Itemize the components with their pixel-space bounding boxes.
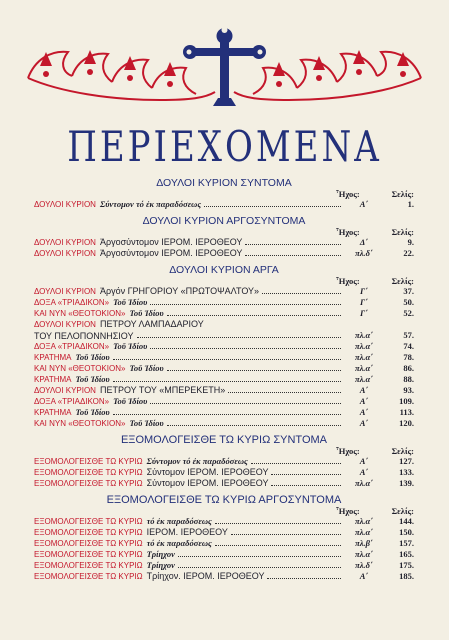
hymn-name: ΚΑΙ ΝΥΝ «ΘΕΟΤΟΚΙΟΝ» [34, 364, 126, 373]
page-number: 133. [399, 467, 414, 477]
column-headers [34, 277, 414, 286]
leader-dots [167, 315, 341, 316]
page-number: 157. [399, 538, 414, 548]
toc-row [34, 308, 414, 319]
toc-row [34, 385, 414, 396]
page-number: 185. [399, 571, 414, 581]
leader-dots [150, 348, 341, 349]
page-number: 22. [403, 248, 414, 258]
composer: Τοῦ Ἰδίου [113, 297, 148, 307]
composer: Τοῦ Ἰδίου [75, 374, 110, 384]
page-header: Σελίς: [391, 189, 414, 199]
hymn-name: ΕΞΟΜΟΛΟΓΕΙΣΘΕ ΤΩ ΚΥΡΙΩ [34, 561, 143, 570]
page-number: 120. [399, 418, 414, 428]
echos-value: Α΄ [359, 467, 369, 477]
echos-value: Α΄ [359, 571, 369, 581]
echos-value: πλ.α΄ [354, 478, 374, 488]
hymn-name: ΔΟΥΛΟΙ ΚΥΡΙΟΝ [34, 287, 96, 296]
page-title: ΠΕΡΙΕΧΟΜΕΝΑ [67, 122, 382, 172]
echos-value: πλ.δ΄ [355, 560, 373, 570]
toc-row [34, 237, 414, 248]
page-number: 93. [403, 385, 414, 395]
toc-row [34, 363, 414, 374]
composer: Σύντομον ΙΕΡΟΜ. ΙΕΡΟΘΕΟΥ [146, 478, 269, 488]
echos-value: Α΄ [359, 456, 369, 466]
echos-value: πλ.α΄ [354, 527, 374, 537]
composer: Σύντομον τό ἐκ παραδόσεως [146, 456, 248, 466]
echos-value: πλ.β΄ [355, 538, 373, 548]
page-header: Σελίς: [391, 446, 414, 456]
hymn-name: ΚΑΙ ΝΥΝ «ΘΕΟΤΟΚΙΟΝ» [34, 419, 126, 428]
page-number: 113. [399, 407, 414, 417]
toc-row [34, 352, 414, 363]
hymn-name: ΔΟΞΑ «ΤΡΙΑΔΙΚΟΝ» [34, 298, 110, 307]
composer: Ἀργοσύντομον ΙΕΡΟΜ. ΙΕΡΟΘΕΟΥ [99, 237, 243, 247]
composer: Τοῦ Ἰδίου [129, 308, 164, 318]
toc-row [34, 319, 414, 330]
toc-row-continued [34, 330, 414, 341]
page-number: 52. [403, 308, 414, 318]
composer: Ἀργοσύντομον ΙΕΡΟΜ. ΙΕΡΟΘΕΟΥ [99, 248, 243, 258]
composer-continued: ΤΟΥ ΠΕΛΟΠΟΝΝΗΣΙΟΥ [34, 331, 134, 341]
column-headers [34, 228, 414, 237]
page-header: Σελίς: [391, 276, 414, 286]
leader-dots [113, 359, 341, 360]
composer: Ἀργόν ΓΡΗΓΟΡΙΟΥ «ΠΡΩΤΟΨΑΛΤΟΥ» [99, 286, 260, 296]
echos-value: Α΄ [359, 418, 369, 428]
page-number: 109. [399, 396, 414, 406]
section-title: ΔΟΥΛΟΙ ΚΥΡΙΟΝ ΑΡΓΑ [169, 264, 279, 276]
echos-value: πλ.α΄ [354, 516, 374, 526]
byzantine-cross-crown-ornament [0, 0, 449, 120]
leader-dots [215, 523, 341, 524]
leader-dots [137, 337, 342, 338]
toc-row [34, 407, 414, 418]
toc-row [34, 297, 414, 308]
leader-dots [245, 255, 341, 256]
page-number: 78. [403, 352, 414, 362]
composer: ΙΕΡΟΜ. ΙΕΡΟΘΕΟΥ [146, 527, 228, 537]
table-of-contents [34, 177, 414, 582]
composer: Τρίηχον [146, 560, 175, 570]
composer: Τοῦ Ἰδίου [113, 341, 148, 351]
hymn-name: ΕΞΟΜΟΛΟΓΕΙΣΘΕ ΤΩ ΚΥΡΙΩ [34, 517, 143, 526]
leader-dots [215, 545, 341, 546]
hymn-name: ΔΟΥΛΟΙ ΚΥΡΙΟΝ [34, 386, 96, 395]
echos-value: πλ.α΄ [354, 352, 374, 362]
toc-row [34, 467, 414, 478]
page-number: 74. [403, 341, 414, 351]
toc-row [34, 478, 414, 489]
page-number: 50. [403, 297, 414, 307]
leader-dots [271, 474, 341, 475]
echos-value: πλ.α΄ [354, 330, 374, 340]
toc-row [34, 341, 414, 352]
leader-dots [262, 293, 341, 294]
leader-dots [271, 485, 341, 486]
toc-row [34, 527, 414, 538]
page-number: 88. [403, 374, 414, 384]
leader-dots [150, 403, 341, 404]
leader-dots [150, 304, 341, 305]
page-number: 37. [403, 286, 414, 296]
page-number: 165. [399, 549, 414, 559]
page-header: Σελίς: [391, 227, 414, 237]
page-number: 175. [399, 560, 414, 570]
echos-header: Ἦχος: [336, 446, 360, 456]
toc-row [34, 571, 414, 582]
section-title: ΔΟΥΛΟΙ ΚΥΡΙΟΝ ΣΥΝΤΟΜΑ [156, 177, 292, 189]
composer: τό ἐκ παραδόσεως [146, 516, 212, 526]
toc-row [34, 418, 414, 429]
hymn-name: ΕΞΟΜΟΛΟΓΕΙΣΘΕ ΤΩ ΚΥΡΙΩ [34, 550, 143, 559]
toc-row [34, 538, 414, 549]
composer: Τρίηχον. ΙΕΡΟΜ. ΙΕΡΟΘΕΟΥ [146, 571, 265, 581]
column-headers [34, 447, 414, 456]
page-number: 9. [407, 237, 414, 247]
section-title: ΕΞΟΜΟΛΟΓΕΙΣΘΕ ΤΩ ΚΥΡΙΩ ΣΥΝΤΟΜΑ [120, 434, 328, 446]
section-title: ΔΟΥΛΟΙ ΚΥΡΙΟΝ ΑΡΓΟΣΥΝΤΟΜΑ [142, 215, 306, 227]
leader-dots [204, 206, 341, 207]
section-title: ΕΞΟΜΟΛΟΓΕΙΣΘΕ ΤΩ ΚΥΡΙΩ ΑΡΓΟΣΥΝΤΟΜΑ [106, 494, 342, 506]
composer: ΠΕΤΡΟΥ ΤΟΥ «ΜΠΕΡΕΚΕΤΗ» [99, 385, 226, 395]
toc-row [34, 560, 414, 571]
hymn-name: ΕΞΟΜΟΛΟΓΕΙΣΘΕ ΤΩ ΚΥΡΙΩ [34, 468, 143, 477]
hymn-name: ΕΞΟΜΟΛΟΓΕΙΣΘΕ ΤΩ ΚΥΡΙΩ [34, 572, 143, 581]
echos-value: Α΄ [359, 199, 369, 209]
column-headers [34, 190, 414, 199]
hymn-name: ΚΑΙ ΝΥΝ «ΘΕΟΤΟΚΙΟΝ» [34, 309, 126, 318]
echos-header: Ἦχος: [336, 227, 360, 237]
echos-value: Α΄ [359, 385, 369, 395]
hymn-name: ΔΟΞΑ «ΤΡΙΑΔΙΚΟΝ» [34, 397, 110, 406]
echos-value: Α΄ [359, 396, 369, 406]
echos-value: πλ.α΄ [354, 341, 374, 351]
echos-header: Ἦχος: [336, 189, 360, 199]
leader-dots [245, 244, 341, 245]
toc-row [34, 516, 414, 527]
toc-row [34, 396, 414, 407]
column-headers [34, 507, 414, 516]
hymn-name: ΚΡΑΤΗΜΑ [34, 375, 72, 384]
toc-row [34, 374, 414, 385]
page-number: 139. [399, 478, 414, 488]
composer: Τρίηχον [146, 549, 175, 559]
hymn-name: ΔΟΥΛΟΙ ΚΥΡΙΟΝ [34, 238, 96, 247]
leader-dots [178, 556, 341, 557]
hymn-name: ΕΞΟΜΟΛΟΓΕΙΣΘΕ ΤΩ ΚΥΡΙΩ [34, 528, 143, 537]
hymn-name: ΔΟΞΑ «ΤΡΙΑΔΙΚΟΝ» [34, 342, 110, 351]
echos-value: πλ.α΄ [354, 363, 374, 373]
leader-dots [267, 578, 341, 579]
echos-value: πλ.δ΄ [355, 248, 373, 258]
toc-row [34, 248, 414, 259]
echos-value: Γ΄ [360, 308, 368, 318]
leader-dots [113, 414, 341, 415]
echos-value: πλ.α΄ [354, 374, 374, 384]
composer: Τοῦ Ἰδίου [75, 352, 110, 362]
leader-dots [167, 370, 341, 371]
echos-value: Δ΄ [359, 237, 369, 247]
composer: Τοῦ Ἰδίου [129, 418, 164, 428]
page-number: 86. [403, 363, 414, 373]
hymn-name: ΚΡΑΤΗΜΑ [34, 408, 72, 417]
echos-value: Γ΄ [360, 286, 368, 296]
composer: Σύντομον τό ἐκ παραδόσεως [99, 199, 202, 209]
hymn-name: ΚΡΑΤΗΜΑ [34, 353, 72, 362]
hymn-name: ΔΟΥΛΟΙ ΚΥΡΙΟΝ [34, 200, 96, 209]
page-number: 150. [399, 527, 414, 537]
leader-dots [178, 567, 341, 568]
composer: Τοῦ Ἰδίου [75, 407, 110, 417]
leader-dots [251, 463, 341, 464]
echos-value: Γ΄ [360, 297, 368, 307]
toc-row [34, 456, 414, 467]
page-number: 127. [399, 456, 414, 466]
composer: ΠΕΤΡΟΥ ΛΑΜΠΑΔΑΡΙΟΥ [99, 319, 204, 329]
hymn-name: ΕΞΟΜΟΛΟΓΕΙΣΘΕ ΤΩ ΚΥΡΙΩ [34, 479, 143, 488]
hymn-name: ΔΟΥΛΟΙ ΚΥΡΙΟΝ [34, 320, 96, 329]
page-number: 1. [407, 199, 414, 209]
leader-dots [113, 381, 341, 382]
composer: Τοῦ Ἰδίου [113, 396, 148, 406]
echos-value: πλ.α΄ [354, 549, 374, 559]
echos-header: Ἦχος: [336, 276, 360, 286]
toc-row [34, 286, 414, 297]
hymn-name: ΔΟΥΛΟΙ ΚΥΡΙΟΝ [34, 249, 96, 258]
leader-dots [231, 534, 341, 535]
hymn-name: ΕΞΟΜΟΛΟΓΕΙΣΘΕ ΤΩ ΚΥΡΙΩ [34, 457, 143, 466]
echos-value: Α΄ [359, 407, 369, 417]
composer: Τοῦ Ἰδίου [129, 363, 164, 373]
leader-dots [228, 392, 341, 393]
page-number: 144. [399, 516, 414, 526]
composer: τό ἐκ παραδόσεως [146, 538, 212, 548]
page-header: Σελίς: [391, 506, 414, 516]
toc-row [34, 199, 414, 210]
echos-header: Ἦχος: [336, 506, 360, 516]
leader-dots [167, 425, 341, 426]
hymn-name: ΕΞΟΜΟΛΟΓΕΙΣΘΕ ΤΩ ΚΥΡΙΩ [34, 539, 143, 548]
page-number: 57. [403, 330, 414, 340]
toc-row [34, 549, 414, 560]
composer: Σύντομον ΙΕΡΟΜ. ΙΕΡΟΘΕΟΥ [146, 467, 269, 477]
